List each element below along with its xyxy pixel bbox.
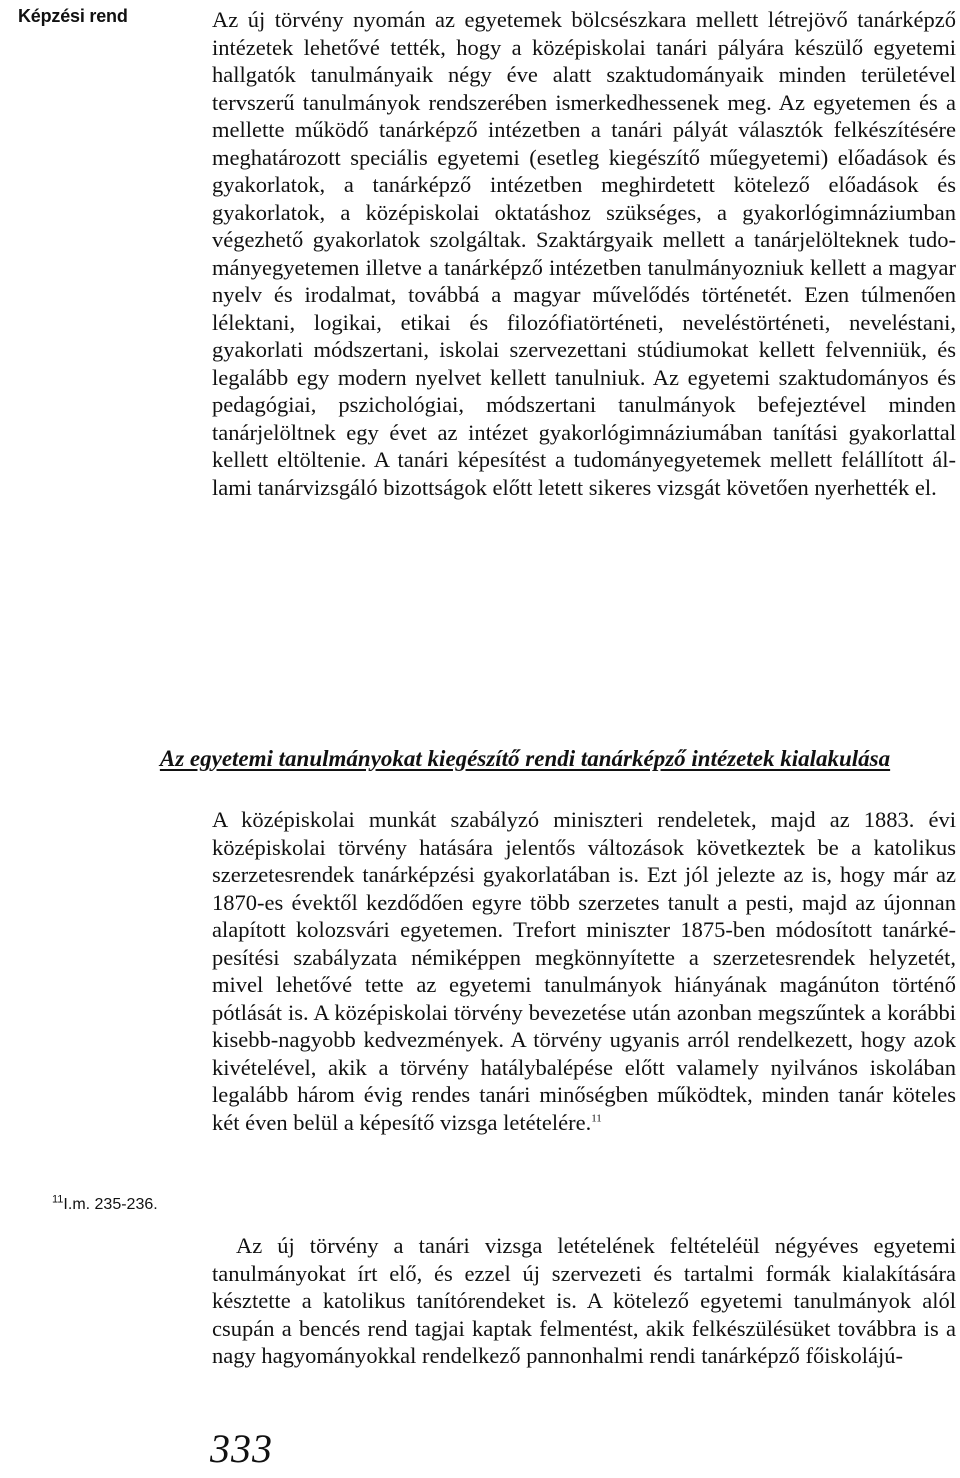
footnote-reference: 11 bbox=[591, 1112, 602, 1124]
section-heading: Az egyetemi tanulmányokat kiegészítő rendi tanárképző intézetek kialakulása bbox=[159, 746, 891, 771]
paragraph-continued: Az új törvény a tanári vizsga letételének feltételéül négyéves egyetemi tanulmányokat írt elő, és ezzel új szervezeti és tartalmi formák kialakítására késztette a katolikus tanítórendeket is. A kötelező egyetemi tanulmányok alól csupán a bencés rend tagjai kaptak felmentést, akik felkészülésüket továbbra is a nagy hagyományokkal rendelkező pannonhalmi rendi tanárképző főiskolájú- bbox=[212, 1233, 956, 1368]
footnote-number: 11 bbox=[52, 1193, 64, 1206]
paragraph-body-text: A középiskolai munkát szabályzó miniszteri rendeletek, majd az 1883. évi középiskolai törvény hatására jelentős változások következtek be a katolikus szerzetesrendek tanárképzési gyakorlatában is. Ezt jól jelezte az is, hogy már az 1870-es évektől kezdődően egyre több szerzetes tanult a pesti, majd az újonnan alapított kolozsvári egyetemen. Trefort miniszter 1875-ben módosított tanárképesítési szabályzata némiképpen megkönnyítette a szerzetesrendek helyzetét, mivel lehetővé tette az egyetemi tanulmányok hiányának magánúton történő pótlását is. A középiskolai törvény bevezetése után azonban megszűntek a korábbi kisebb-nagyobb kedvezmények. A törvény ugyanis arról rendelkezett, hogy azok kivételével, akik a törvény hatálybalépése előtt valamely nyilvános iskolában legalább három évig rendes tanári minőségben működtek, minden tanár köteles két éven belül a képesítő vizsga letételére. bbox=[212, 807, 956, 1135]
page-number: 333 bbox=[210, 1426, 273, 1471]
paragraph-intro: Az új törvény nyomán az egyetemek bölcsészkara mellett létrejövő tanárképző intézetek lehetővé tették, hogy a középiskolai tanári pályára készülő egyetemi hallgatók tanulmányaik négy éve alatt szaktudományaik minden területével tervszerű tanulmányok rendszerében ismerkedhessenek meg. Az egyetemen és a mellette működő tanárképző intézetben a tanári pályát választók felkészítésére meghatározott speciális egyetemi (esetleg kiegészítő műegyetemi) előadások és gyakorlatok, a tanárképző intézetben meghirdetett kötelező előadások és gyakorlatok, a középiskolai oktatáshoz szükséges, a gyakorlógimnáziumban végezhető gyakorlatok szolgáltak. Szaktárgyaik mellett a tanárjelölteknek tudományegyetemen illetve a tanárképző intézetben tanulmányozniuk kellett a magyar nyelv és irodalmat, továbbá a magyar művelődés történetét. Ezen túlmenően lélektani, logikai, etikai és filozófiatörténeti, neveléstörténeti, neveléstani, gyakorlati módszertani, iskolai szervezettani stúdiumokat kellett felvenniük, és legalább egy modern nyelvet kellett tanulniuk. Az egyetemi szaktudományos és pedagógiai, pszichológiai, módszertani tanulmányok befejeztével minden tanárjelöltnek egy évet az intézet gyakorlógimnáziumában tanítási gyakorlattal kellett eltöltenie. A tanári képesítést a tudományegyetemek mellett felállított állami tanárvizsgáló bizottságok előtt letett sikeres vizsgát követően nyerhették el. bbox=[212, 7, 956, 500]
paragraph-body bbox=[212, 806, 956, 1136]
footnote-text: I.m. 235-236. bbox=[63, 1196, 158, 1213]
footnote bbox=[52, 1193, 158, 1214]
margin-label: Képzési rend bbox=[18, 6, 128, 26]
